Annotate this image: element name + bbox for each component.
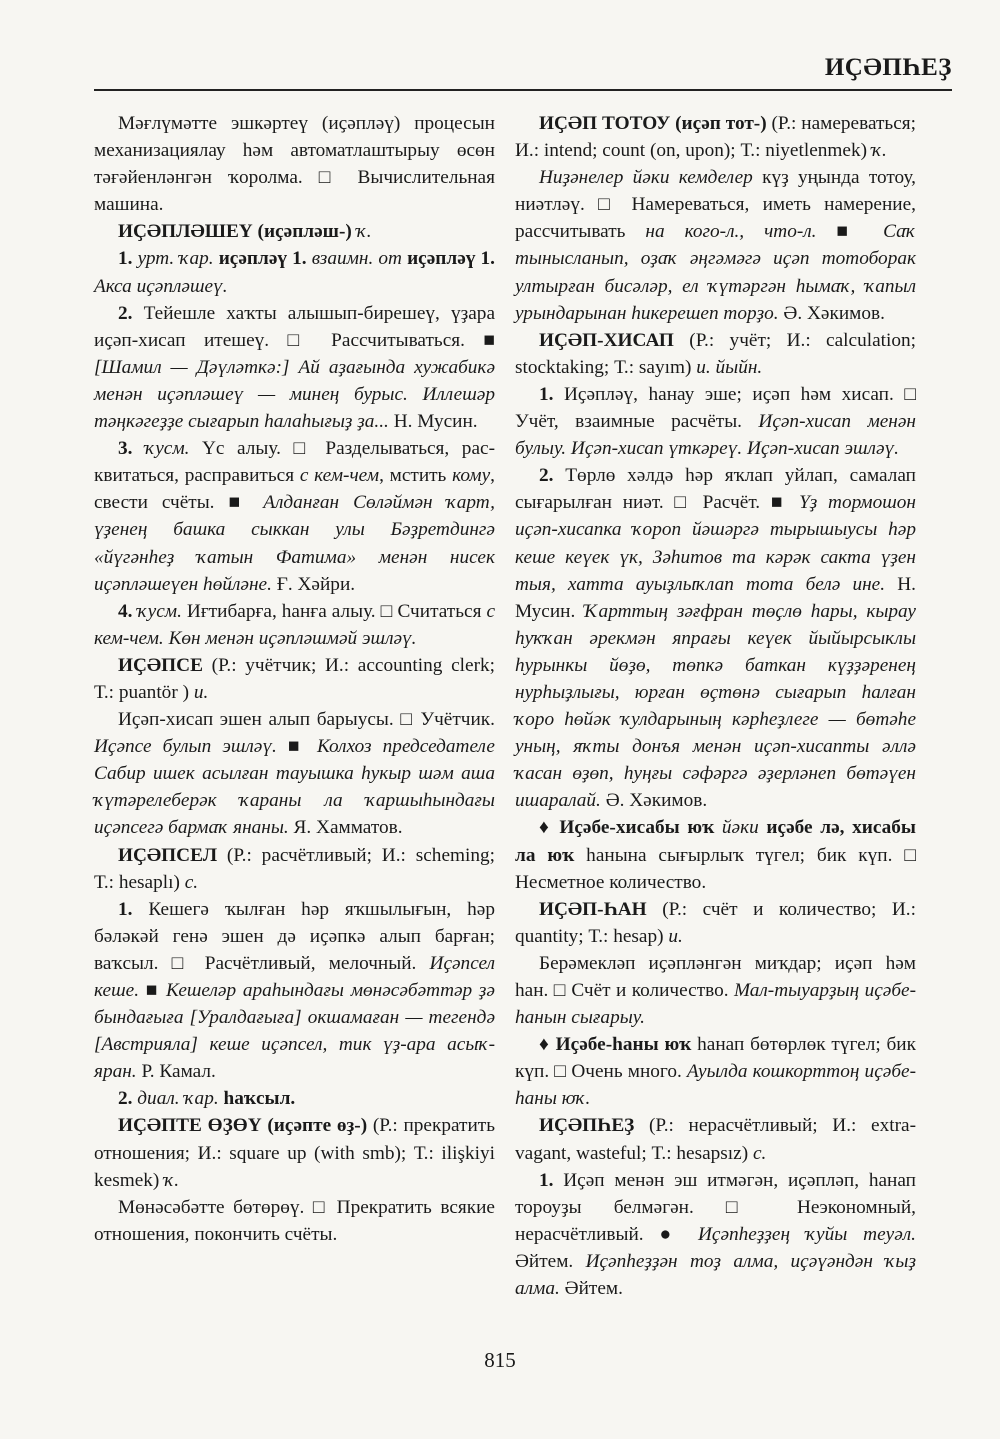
entry-sense: 4. ҡусм. Иғтибарға, һанға алыу. □ Считаться с кем-чем. Көн менән иҫәпләшмәй эшләү. (94, 600, 495, 649)
entry-sense: 2. диал. ҡар. һаҡсыл. (118, 1088, 296, 1110)
entry-sense: 1. Иҫәпләү, һанау эше; иҫәп һәм хисап. □ Учёт, взаимные расчёты. Иҫәп-хисап менән булыу. Иҫәп-хисап үткәреү. Иҫәп-хисап эшләү. (515, 383, 916, 460)
entry-sense: 1. Кешегә ҡылған һәр яҡшылығын, һәр бәләкәй генә эшен дә иҫәпкә алып барған; ваҡсыл. □ Расчётливый, мелочный. Иҫәпсел кеше. ■ Кешеләр араһындағы мөнәсәбәттәр ҙә бындағыға [Уралдағыға] окшамаған — тегендә [Австрияла] кеше иҫәпсел, тик үҙ-ара асыҡ-яран. Р. Камал. (94, 898, 495, 1083)
entry-sense: 2. Төрлө хәлдә һәр яҡлап уйлап, самалап сығарылған ниәт. □ Расчёт. ■ Үҙ тормошон иҫәп-хисапка ҡороп йәшәргә тырышыусы һәр кеше кеүек үк, Зәһитов та кәрәк сакта үҙен тыя, хатта ауыҙлыҡлап тота белә ине. Н. Мусин. Ҡарттың зәғфран төҫлө һары, кырау һуҡҡан әрекмән япрағы кеүек йыйырсыклы һурынкы йөҙө, төпкә баткан күҙҙәренең нурһыҙлығы, юрған өҫтөнә сығарып һалған ҡоро һөйәк ҡулдарының кәрһеҙлеге — бөтәһе уның, яҡты донъя менән иҫәп-хисапты әллә ҡасан өҙөп, һуңғы сәфәргә әҙерләнеп бөтәүен ишаралай. Ә. Хәкимов. (515, 465, 916, 812)
entry-headword: ИҪӘПЛӘШЕҮ (иҫәпләш-) ҡ. (118, 221, 372, 243)
entry-headword: ИҪӘПСЕ (Р.: учётчик; И.: accounting clerk; Т.: puantör ) и. (94, 654, 495, 703)
entry-sense: Берәмекләп иҫәпләнгән миҡдар; иҫәп һәм һан. □ Счёт и количество. Мал-тыуарҙың иҫәбе-һанын сығарыу. (515, 952, 916, 1029)
entry-headword: ИҪӘПТЕ ӨҘӨҮ (иҫәпте өҙ-) (Р.: прекратить отношения; И.: square up (with smb); Т.: ilişkiyi kesmek) ҡ. (94, 1115, 495, 1191)
entry-sense: Иҫәп-хисап эшен алып барыусы. □ Учётчик. Иҫәпсе булып эшләү. ■ Колхоз председателе Сабир ишек асылған тауышка һукыр шәм аша ҡүтәрелеберәк ҡараны ла ҡаршыһындағы иҫәпсегә бармаҡ янаны. Я. Хамматов. (94, 709, 495, 839)
entry-sense: 2. Тейешле хаҡты алышып-бирешеү, үҙара иҫәп-хисап итешеү. □ Рассчитываться. ■ [Шамил — Дәүләткә:] Ай аҙағында хужабикә менән иҫәпләшеү — минең бурыс. Иллешәр тәңкәгеҙҙе сығарып һалаһығыҙ ҙа... Н. Мусин. (94, 302, 495, 433)
entry-idiom: ♦ Иҫәбе-һаны юҡ һанап бөтөрлөк түгел; бик күп. □ Очень много. Ауылда кошкорттоң иҫәбе-һаны юҡ. (515, 1034, 916, 1110)
entry-headword: ИҪӘП-ХИСАП (Р.: учёт; И.: calculation; stocktaking; Т.: sayım) и. йыйн. (515, 329, 916, 378)
entry-sense: 1. Иҫәп менән эш итмәгән, иҫәпләп, һанап тороуҙы белмәгән. □ Неэкономный, нерасчётливый. ● Иҫәпһеҙҙең ҡуйы теуәл. Әйтем. Иҫәпһеҙҙән тоҙ алма, иҫәүәндән ҡыҙ алма. Әйтем. (515, 1169, 916, 1300)
entry-headword: ИҪӘПСЕЛ (Р.: расчётливый; И.: scheming; Т.: hesaplı) с. (94, 844, 495, 893)
entry-idiom: ♦ Иҫәбе-хисабы юҡ йәки иҫәбе лә, хисабы ла юҡ һанына сығырлыҡ түгел; бик күп. □ Несметное количество. (515, 817, 916, 893)
entry-sense: Мөнәсәбәтте бөтөрөү. □ Прекратить всякие отношения, покончить счёты. (94, 1196, 495, 1245)
entry-headword: ИҪӘП ТОТОУ (иҫәп тот-) (Р.: намереваться; И.: intend; count (on, upon); Т.: niyetlenmek) ҡ. (515, 113, 917, 162)
entry-paragraph: Мәғлүмәтте эшкәртеү (иҫәпләү) процесын механизациялау һәм автоматлаштырыу өсөн тәғәйенләнгән ҡоролма. □ Вычислительная машина. (94, 113, 495, 216)
entry-sense: 3. ҡусм. Үс алыу. □ Разделываться, расквитаться, расправиться с кем-чем, мстить кому, свести счёты. ■ Алданған Сөләймән ҡарт, үҙенең башка сыккан улы Бәҙретдингә «йүгәнһеҙ ҡатын Фатима» менән нисек иҫәпләшеүен һөйләне. Ғ. Хәйри. (94, 438, 496, 595)
entry-sense: Ниҙәнелер йәки кемделер күҙ уңында тотоу, ниәтләү. □ Намереваться, иметь намерение, рассчитывать на кого-л., что-л. ■ Саҡ тынысланып, оҙаҡ әңгәмәгә иҫәп тотоборак ултырған бисәләр, ел ҡүтәргән һымаҡ, ҡапыл урындарынан һикерешеп торҙо. Ә. Хәкимов. (515, 167, 916, 324)
running-head: ИҪӘПҺЕҘ (824, 54, 952, 81)
entry-headword: ИҪӘП-ҺАН (Р.: счёт и количество; И.: quantity; Т.: hesap) и. (515, 898, 916, 947)
entry-sense: 1. урт. ҡар. иҫәпләү 1. взаимн. от иҫәпләү 1. Акса иҫәпләшеү. (94, 248, 495, 297)
entry-headword: ИҪӘПҺЕҘ (Р.: нерасчётливый; И.: extravagant, wasteful; Т.: hesapsız) с. (515, 1115, 916, 1164)
left-column (94, 110, 495, 1248)
page-number: 815 (484, 1348, 516, 1372)
header-rule (94, 89, 952, 91)
right-column (515, 110, 916, 1302)
